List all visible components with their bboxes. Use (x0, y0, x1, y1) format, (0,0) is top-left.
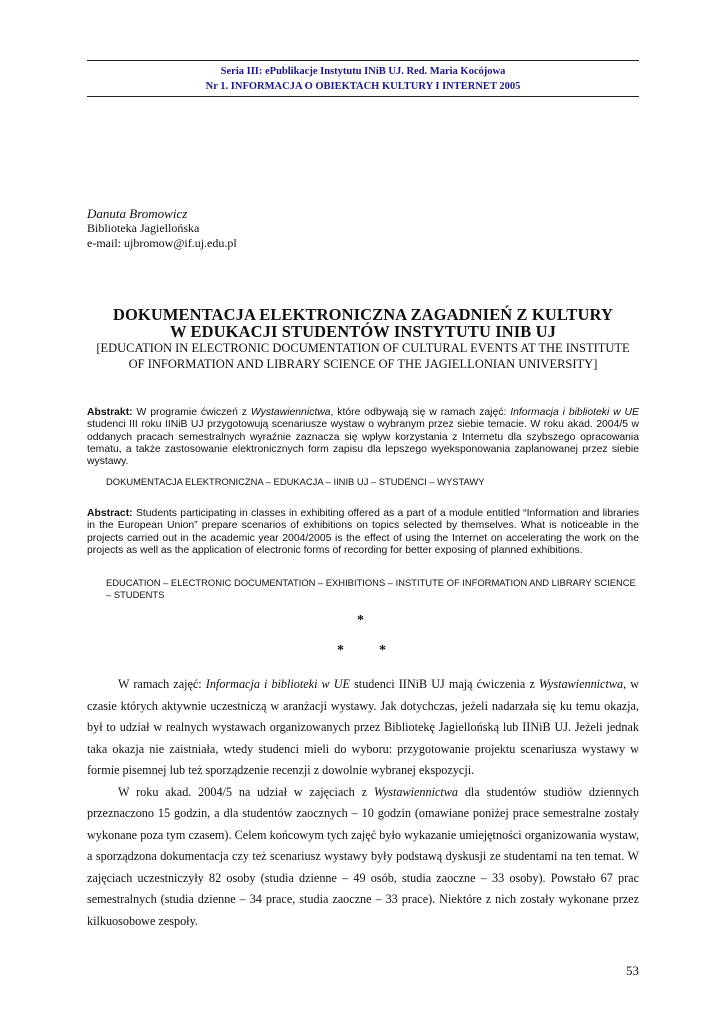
abstract-pl (87, 407, 639, 468)
body-paragraph-2 (87, 782, 639, 933)
body-p1-text-2: studenci IINiB UJ mają ćwiczenia z (350, 677, 539, 691)
author-name: Danuta Bromowicz (87, 206, 188, 221)
series-header-line-1: Seria III: ePublikacje Instytutu INiB UJ. Red. Maria Kocójowa (220, 66, 506, 77)
header-bottom-rule (87, 96, 639, 97)
separator-star-left: * (337, 643, 344, 658)
separator-star-top: * (357, 613, 364, 628)
title-en-line-2: OF INFORMATION AND LIBRARY SCIENCE OF THE JAGIELLONIAN UNIVERSITY] (128, 357, 598, 371)
abstract-pl-italic-1: Wystawiennictwa (250, 407, 331, 418)
title-en-line-1: [EDUCATION IN ELECTRONIC DOCUMENTATION OF CULTURAL EVENTS AT THE INSTITUTE (96, 341, 630, 355)
abstract-pl-text-1: W programie ćwiczeń z (132, 407, 251, 418)
author-block (87, 206, 487, 251)
author-affiliation: Biblioteka Jagiellońska (87, 221, 200, 235)
body-p2-text-2: dla studentów studiów dziennych przeznaczono 15 godzin, a dla studentów zaocznych – 10 godzin (omawiane poniżej prace semestralne zostały wykonane poza tym czasem). Celem końcowym tych zajęć było wykazanie umiejętności organizowania wystaw, a sporządzona dokumentacja czy też scenariusz wystawy były podstawą dyskusji ze studentami na ten temat. W zajęciach uczestniczyły 82 osoby (studia dzienne – 49 osób, studia zaoczne – 33 osoby). Powstało 67 prac semestralnych (studia dzienne – 34 prace, studia zaoczne – 33 prace). Niektóre z nich zostały wykonane przez kilkuosobowe zespoły. (87, 784, 639, 928)
author-email: e-mail: ujbromow@if.uj.edu.pl (87, 236, 237, 250)
header-top-rule (87, 60, 639, 61)
body-p2-italic-1: Wystawiennictwa (373, 784, 458, 799)
abstract-en-text: Students participating in classes in exhibiting offered as a part of a module entitled “Information and libraries in the European Union” prepare scenarios of exhibitions on topics selected by themselves. What is noticeable in the projects carried out in the academic year 2004/2005 is the effect of using the Internet on accelerating the work on the projects as well as the application of electronic forms of recording for better exposing of planned exhibitions. (87, 508, 639, 556)
series-header-line-2: Nr 1. INFORMACJA O OBIEKTACH KULTURY I INTERNET 2005 (205, 81, 521, 92)
body-paragraph-1 (87, 674, 639, 782)
body-p1-text-3: , w czasie których aktywnie uczestniczą w aranżacji wystawy. Jak dotychczas, jeżeli nadarzała się ku temu okazja, był to udział w realnych wystawach organizowanych przez Bibliotekę Jagiellońską lub IINiB UJ. Jeżeli jednak taka okazja nie zaistniała, wtedy studenci mieli do wyboru: przygotowanie projektu scenariusza wystawy w formie pisemnej lub też sporządzenie recenzji z dowolnie wybranej ekspozycji. (87, 677, 639, 777)
article-title (87, 306, 639, 372)
body-p1-italic-2: Wystawiennictwa (538, 677, 624, 691)
abstract-pl-text-3: studenci III roku IINiB UJ przygotowują scenariusze wystaw o wybranym przez siebie temacie. W roku akad. 2004/5 w oddanych pracach semestralnych wyraźnie zaznacza się wpływ korzystania z Internetu dla szybszego opracowania tematu, a także zastosowanie elektronicznych form zapisu dla lepszego wyeksponowania zaplanowanej przez siebie wystawy. (87, 419, 639, 468)
body-p2-text-1: W roku akad. 2004/5 na udział w zajęciach z (118, 784, 374, 799)
title-pl-line-2: W EDUKACJI STUDENTÓW INSTYTUTU INIB UJ (170, 322, 556, 341)
body-text (87, 674, 639, 932)
keywords-en: EDUCATION – ELECTRONIC DOCUMENTATION – EXHIBITIONS – INSTITUTE OF INFORMATION AND LIBRARY SCIENCE – STUDENTS (106, 577, 636, 600)
separator-star-right: * (379, 643, 386, 658)
body-p1-text-1: W ramach zajęć: (118, 677, 206, 691)
abstract-en (87, 508, 639, 557)
series-header (87, 64, 639, 94)
body-p1-italic-1: Informacja i biblioteki w UE (205, 677, 350, 691)
abstract-pl-label: Abstrakt: (87, 407, 133, 418)
abstract-pl-italic-2: Informacja i biblioteki w UE (510, 407, 639, 418)
page-number: 53 (626, 963, 639, 978)
keywords-pl: DOKUMENTACJA ELEKTRONICZNA – EDUKACJA – IINIB UJ – STUDENCI – WYSTAWY (106, 476, 485, 487)
title-pl-line-1: DOKUMENTACJA ELEKTRONICZNA ZAGADNIEŃ Z KULTURY (112, 305, 613, 324)
abstract-pl-text-2: , które odbywają się w ramach zajęć: (330, 407, 511, 418)
abstract-en-label: Abstract: (87, 508, 133, 519)
